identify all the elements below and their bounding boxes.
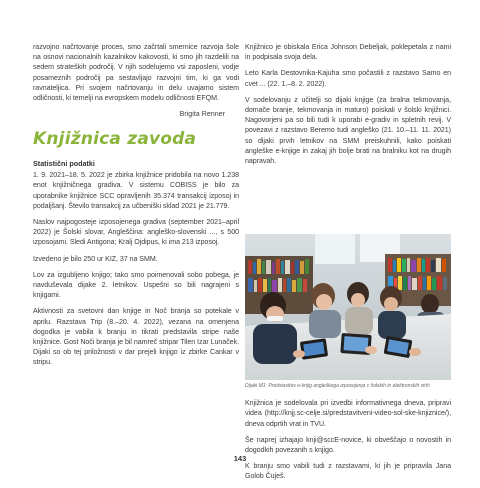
paragraph-most-borrowed: Naslov najpogosteje izposojenega gradiva (september 2021–april 2022) je Šolski slovar, Angleščina: angleško-slovenski ..., s 500 izposojami. Sledi Antigona; Kralj Ojdipus, ki ima 213 izposoj.: [33, 218, 239, 247]
library-photo-illustration: [245, 234, 451, 380]
paragraph-statistics: 1. 9. 2021–18. 5. 2022 je zbirka knjižnice pridobila na novo 1.238 enot knjižničnega gradiva. V sistemu COBISS je bilo za uporabnike knjižnice SCC opravljenih 35.374 transakcij izposoj in podaljšanj. Število transakcij za učbeniški sklad 2021 je 21.779.: [33, 171, 239, 210]
library-photo: [245, 234, 451, 380]
paragraph-escape-room: Lov za izgubljeno knjigo; tako smo poimenovali sobo pobega, je navduševala dijake 2. letnikov. Uspešni so bili nagrajeni s knjigami.: [33, 270, 239, 300]
page-number: 143: [233, 454, 247, 463]
paragraph-info-day: Knjižnica je sodelovala pri izvedbi informativnega dneva, pripravi videa (http://knjj.sc-celje.si/predstavitveni-video-sol-ske-knjiznice/), dneva odprtih vrat in TVU.: [245, 399, 451, 428]
paragraph-enews: Še naprej izhajajo knji@sccE-novice, ki obveščajo o novostih in dogodkih povezanih s knjigo.: [245, 435, 451, 455]
paragraph-exhibitions-reading: K branju smo vabili tudi z razstavami, ki jih je pripravila Jana Golob Čuješ.: [245, 462, 451, 481]
author-signature: Brigita Renner: [179, 110, 225, 119]
right-column: [245, 42, 451, 488]
paragraph-kiz-hours: Izvedeno je bilo 250 ur KIZ, 37 na SMM.: [33, 254, 158, 263]
intro-paragraph: razvojno načrtovanje proces, smo začrtali smernice razvoja šole na osnovi nacionalnih kazalnikov kakovosti, ki smo jih razdelili na sedem strateških področij. V njih sodelujemo vsi zaposleni, vodje posameznih področij pa sestavljajo razvojni tim, ki ga vodi ravnateljica. Pri svojem načrtovanju in delu uvajamo sistem odličnosti, ki temelji na evropskem modelu odličnosti EFQM.: [33, 43, 239, 103]
paragraph-cooperation: V sodelovanju z učitelji so dijaki knjige (za bralna tekmovanja, domače branje, tekmovanja in maturo) poiskali v šolski knjižnici. Nagovorjeni pa so bili tudi k uporabi e-gradiv in spletnih revij. V povezavi z razstavo Beremo tudi angleško (21. 10.–11. 11. 2021) so dijaki prvih letnikov na SMM preiskuhnili, kako poiskati angleške e-knjige in zakaj jih bolje brati na bralniku kot na drugih napravah.: [245, 95, 451, 166]
paragraph-book-day: Aktivnosti za svetovni dan knjige in Noč branja so potekale v aprilu. Razstava Trip (8.–20. 4. 2022), vezana na omenjena dogodka je vabila k branju in tikrati predstavila stripe naše knjižnice. Gost Noči branja je bil namreč stripar Tilen Izar Lunaček. Dijaki so ob tej priložnosti v dar prejeli knjigo iz zbirke Cankar v stripu.: [33, 307, 239, 367]
paragraph-exhibition: Leto Karla Destovnika-Kajuha smo počastili z razstavo Samo en cvet ... (22. 1.–8. 2. 2022).: [245, 69, 451, 88]
subheading: Statistični podatki: [33, 159, 95, 169]
section-title: Knjižnica zavoda: [33, 129, 197, 150]
left-column: [33, 42, 239, 374]
photo-caption: Dijaki M1: Predstavitev e-knjig angleškega izposojenja v šolskih in elektronskih virih: [245, 383, 430, 390]
paragraph-guest-visit: Knjižnico je obiskala Erica Johnson Debeljak, poklepetala z nami in podpisala svoja dela.: [245, 43, 451, 62]
